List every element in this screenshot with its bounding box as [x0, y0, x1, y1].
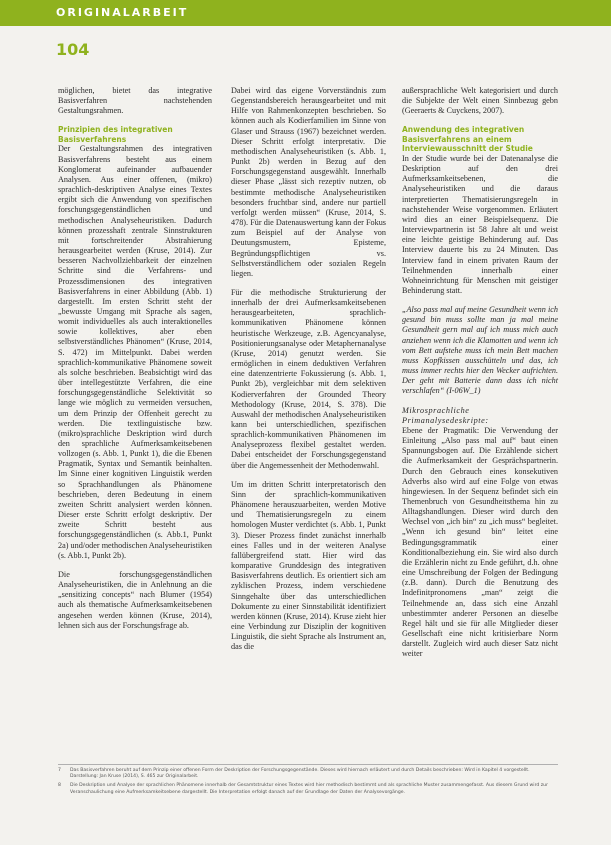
- paragraph: Die forschungsgegenständlichen Analyseheuristiken, die in Anlehnung an die „sensitizing concepts“ nach Blumer (1954) auch als thematische Aufmerksamkeitsebenen angesehen werden können (Kruse, 2014), lehnen sich aus der Forschungsfrage ab.: [58, 569, 212, 630]
- section-heading: Prinzipien des integrativen Basisverfahrens: [58, 125, 173, 144]
- section-label: ORIGINALARBEIT: [56, 6, 189, 19]
- footnote-text: Die Deskription und Analyse der sprachlichen Phänomene innerhalb der Gesamtstruktur eines Textes wird hier methodisch bestimmt und als sprachliche Muster zusammengefasst. Aus diesem Grund wird zur Veranschaulichung eine Aufmerksamkeitsebene dargestellt. Die Interpretation erfolgt danach auf der Grundlage der Daten der Analysevorgänge.: [70, 783, 548, 795]
- footnote: [58, 768, 558, 780]
- column-right: [402, 86, 558, 668]
- footnotes: [58, 764, 558, 799]
- column-middle: [231, 86, 386, 661]
- footnote-number: 8: [58, 783, 61, 789]
- column-left: [58, 86, 212, 640]
- subheading: Mikrosprachliche Primanalysedeskripte:: [402, 405, 489, 425]
- page-number: 104: [56, 40, 90, 59]
- paragraph: Der Gestaltungsrahmen des integrativen Basisverfahrens besteht aus einem Konglomerat aufeinander aufbauender Analysen. Aus einer offenen, (mikro) sprachlich-deskriptiven Analyse eines Textes ergibt sich die Anwendung von spezifischen forschungsgegenständlichen und methodischen Analyseheuristiken. Dadurch können prozesshaft zentrale Sinnstrukturen mit fortschreitender Abstrahierung herausgearbeitet werden (Kruse, 2014). Zur besseren Nachvollziehbarkeit der einzelnen Schritte sind die Verfahrens- und Prozessdimensionen des integrativen Basisverfahrens in einer Abbildung (Abb. 1) dargestellt. Im ersten Schritt steht der „bewusste Umgang mit Sprache als sagen, womit individuelles als auch interaktionelles sowie kollektives, aber eben selbstverständliches Phänomen“ (Kruse, 2014, S. 472) im Mittelpunkt. Dabei werden sprachlich-kommunikative Phänomene soweit als solche beschrieben. Beabsichtigt wird das über intellegestützte Verfahren, die eine forschungsgegenständliche Selektivität so lange wie möglich zu vermeiden versuchen, um dem Prinzip der Offenheit gerecht zu werden. Die textlinguistische bzw. (mikro)sprachliche Deskription wird durch den sprachliche Aufmerksamkeitsebenen vollzogen (s. Abb. 1, Punkt 1), die die Ebenen Pragmatik, Syntax und Semantik beinhalten. Im Sinne einer kognitiven Linguistik werden so Sprachhandlungen als Phänomene beschrieben, deren Bedeutung in einem zweiten Schritt analysiert werden können. Dieser erste Schritt erfolgt deskriptiv. Der zweite Schritt besteht aus forschungsgegenständlichen (s. Abb.1, Punkt 2a) und/oder methodischen Analyseheuristiken (s. Abb.1, Punkt 2b).: [58, 144, 212, 560]
- paragraph: außersprachliche Welt kategorisiert und durch die Subjekte der Welt einen Sinnbezug gebn (Geeraerts & Cuyckens, 2007).: [402, 86, 558, 116]
- footnote-number: 7: [58, 768, 61, 773]
- paragraph: Ebene der Pragmatik: Die Verwendung der Einleitung „Also pass mal auf“ baut einen Spannungsbogen auf. Die Erzählende sichert die Aufmerksamkeit der Gesprächspartnerin. Durch den Gebrauch eines konsekutiven Adverbs also wird auf eine Folge von etwas hingewiesen. In der Sequenz befindet sich ein Themenbruch von Gesundheitsthema hin zu Alltagshandlungen. Dieser wird durch den Wechsel von „ich bin“ zu „ich muss“ begleitet. „Wenn ich gesund bin“ leitet eine Bedingungsgrammatik einer Konditionalbeziehung ein. Sie wird also durch die Erzählerin nicht zu Ende geführt, d.h. ohne eine Umschreibung der Folgen der Bedingung (z.B. dann). Durch die Benutzung des Indefinitpronomens „man“ zeigt die Teilnehmende an, dass sich eine Anzahl unbestimmter anderer Personen an dieselbe Regel hält und sie für alle Mitglieder dieser Gesellschaft eine nicht kritisierbare Norm darstellt. Zugleich wird auch dieser Satz nicht weiter: [402, 425, 558, 659]
- paragraph: möglichen, bietet das integrative Basisverfahren nachstehenden Gestaltungsrahmen.: [58, 86, 212, 116]
- footnote-text: Das Basisverfahren beruht auf dem Prinzip einer offenen Form der Deskription der Forschungsgegenstände. Dieses wird hiernach erläutert und durch Details beschrieben: Wird in Kapitel 4 vorgestellt. Darstellung: Jan Kruse (2014), S. 465 zur Originalarbeit.: [70, 768, 530, 780]
- paragraph: Für die methodische Strukturierung der innerhalb der drei Aufmerksamkeitsebenen herausgearbeiteten, sprachlich-kommunikativen Phänomene können heuristische Werkzeuge, z.B. Agencyanalyse, Positionierungsanalyse oder Metaphernanalyse (Kruse, 2014) genutzt werden. Sie ermöglichen in einem deduktiven Verfahren eine datenzentrierte Fokussierung (s. Abb. 1, Punkt 2b), vergleichbar mit dem selektiven Kodierverfahren der Grounded Theory Methodology (Kruse, 2014, S. 378). Die Auswahl der methodischen Analyseheuristiken kann bei unterschiedlichen, spezifischen sprachlich-kommunikativen Phänomenen im Analyseprozess flexibel gestaltet werden. Dabei entscheidet der Forschungsgegenstand über die Angemessenheit der Methodenwahl.: [231, 287, 386, 470]
- paragraph: Dabei wird das eigene Vorverständnis zum Gegenstandsbereich herausgearbeitet und mit Hilfe von Rahmenkonzepten beschrieben. So können auch als Kodierfamilien im Sinne von Glaser und Strauss (1967) bezeichnet werden. Dieser Schritt erfolgt interpretativ. Die methodischen Analyseheuristiken (s. Abb. 1, Punkt 2b) werden in Bezug auf den Forschungsgegenstand ausgewählt. Innerhalb dieser Phase „lässt sich rezeptiv nutzen, ob bestimmte methodische Analyseheuristiken besonders fruchtbar sind, andere nur partiell verfolgt werden müssen“ (Kruse, 2014, S. 478). Für die Datenauswertung kann der Fokus zum Beispiel auf der Analyse von Deutungsmustern, Episteme, Begründungspflichtigen vs. Selbstverständlichem oder sozialen Regeln liegen.: [231, 86, 386, 278]
- paragraph: In der Studie wurde bei der Datenanalyse die Deskription auf den drei Aufmerksamkeitsebenen, die Analyseheuristiken und die daraus interpretierten Thematisierungsregeln in nachstehender Weise vorgenommen. Erläutert wird dies an einer Beispielsequenz. Die Interviewpartnerin ist 58 Jahre alt und weist eine leichte geistige Behinderung auf. Das Interview dauerte bis zu 24 Minuten. Das Interview fand in einem privaten Raum der Teilnehmenden innerhalb einer Wohneinrichtung für Menschen mit geistiger Behinderung statt.: [402, 153, 558, 295]
- header-bar: [0, 0, 611, 26]
- footnote: [58, 783, 558, 795]
- section-heading: Anwendung des integrativen Basisverfahrens an einem Interviewausschnitt der Studie: [402, 125, 533, 154]
- interview-quote: „Also pass mal auf meine Gesundheit wenn ich gesund bin muss sollte man ja mal meine Gesundheit gern mal auf ich muss mich auch anziehen wenn ich die Klamotten und wenn ich vom Bett aufstehe muss ich mein Bett machen muss Kopfkissen ausschütteln und das, ich muss immer rechts hier den Wecker aufrichten. Der geht mit Batterie dann dass ich nicht verschlafen“ (I-06W_1): [402, 305, 558, 396]
- paragraph: Um im dritten Schritt interpretatorisch den Sinn der sprachlich-kommunikativen Phänomene herauszuarbeiten, werden Motive und Thematisierungsregeln zu einem homologen Muster verdichtet (s. Abb. 1, Punkt 3). Dieser Prozess findet zunächst innerhalb eines Falles und in der weiteren Analyse fallübergreifend statt. Hier wird das komparative Grunddesign des integrativen Basisverfahrens deutlich. Es orientiert sich am zyklischen Prozess, indem verschiedene Sinngehalte über das unterschiedlichen Dokumente zu einer Sinnstabilität identifiziert werden können (Kruse, 2014). Kruse zieht hier eine Verbindung zur Disziplin der kognitiven Linguistik, die sieht Sprache als Instrument an, das die: [231, 479, 386, 652]
